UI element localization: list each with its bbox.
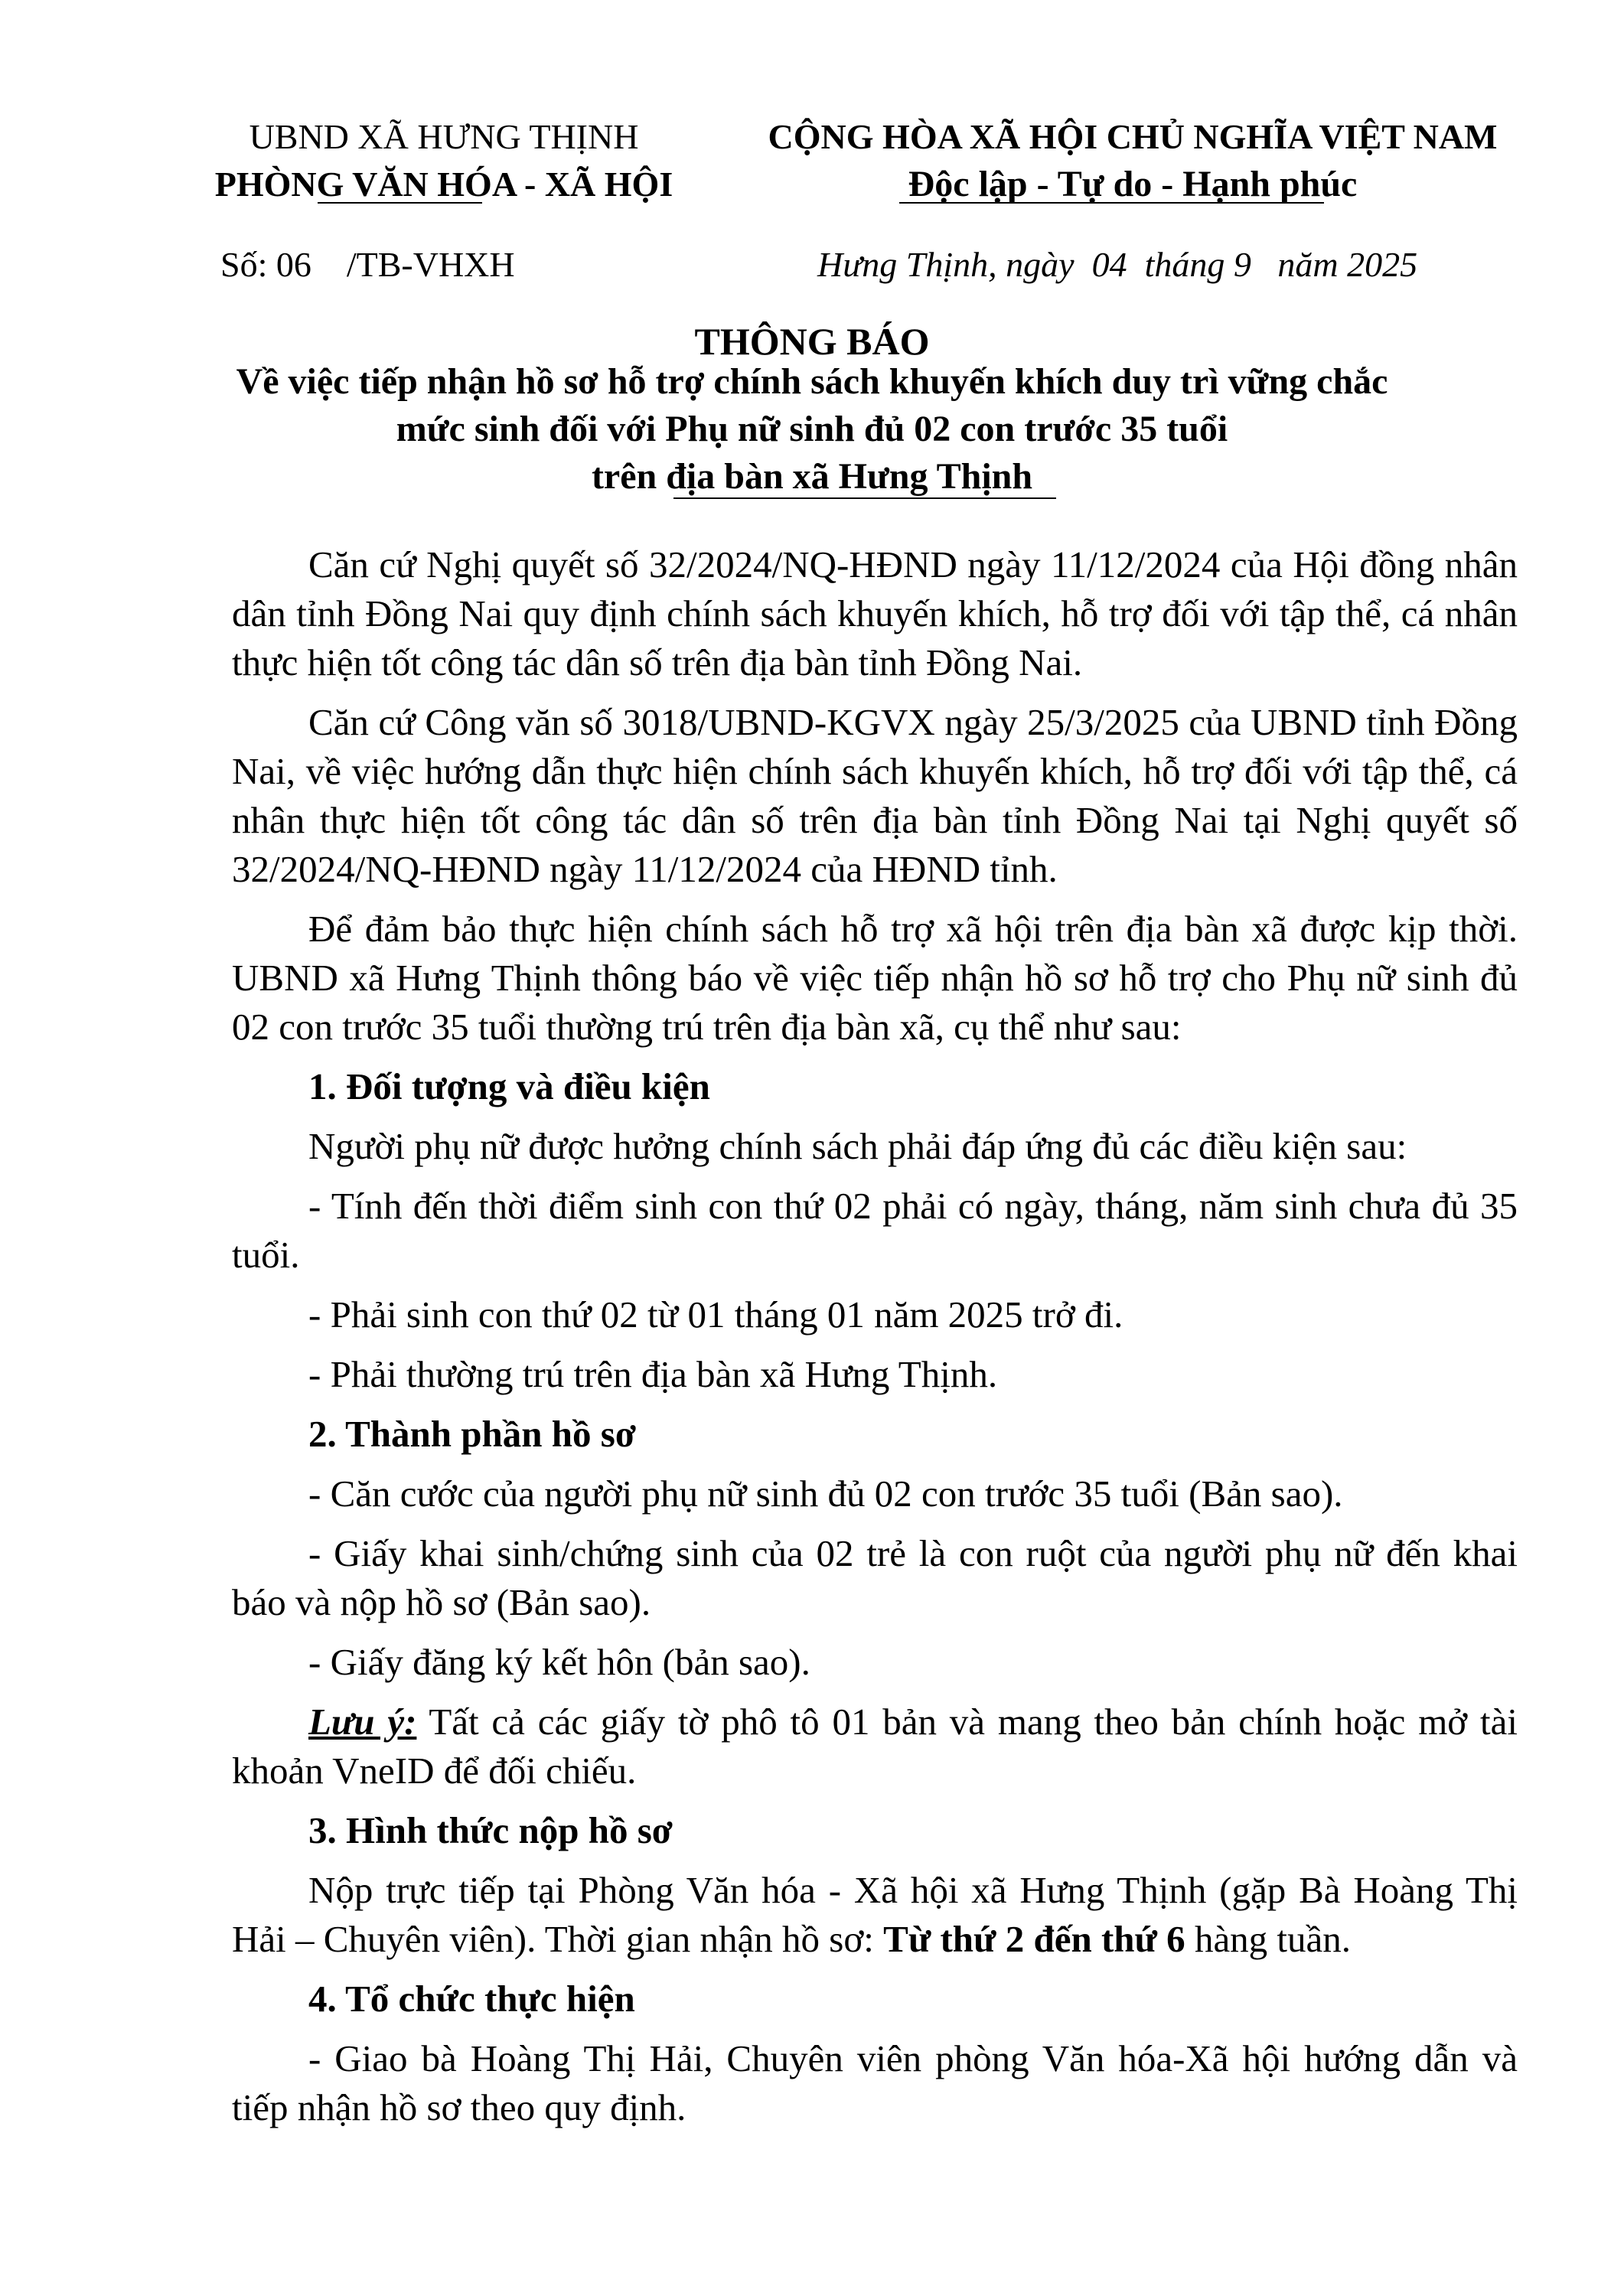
paragraph-legal-basis-2: Căn cứ Công văn số 3018/UBND-KGVX ngày 25/3/2025 của UBND tỉnh Đồng Nai, về việc hướng dẫn thực hiện chính sách khuyến khích, hỗ trợ đối với tập thể, cá nhân thực hiện tốt công tác dân số trên địa bàn tỉnh Đồng Nai tại Nghị quyết số 32/2024/NQ-HĐND ngày 11/12/2024 của HĐND tỉnh. [232, 701, 1518, 890]
note-paragraph [232, 1698, 1518, 1795]
doc-subject-line2: mức sinh đối với Phụ nữ sinh đủ 02 con trước 35 tuổi [396, 409, 1228, 449]
section-2-item: - Giấy khai sinh/chứng sinh của 02 trẻ là con ruột của người phụ nữ đến khai báo và nộp hồ sơ (Bản sao). [232, 1532, 1518, 1623]
section-1-item: - Phải sinh con thứ 02 từ 01 tháng 01 năm 2025 trở đi. [308, 1293, 1123, 1336]
note-text: Tất cả các giấy tờ phô tô 01 bản và mang theo bản chính hoặc mở tài khoản VneID để đối chiếu. [232, 1701, 1518, 1792]
nation-line1: CỘNG HÒA XÃ HỘI CHỦ NGHĨA VIỆT NAM [768, 117, 1498, 156]
motto-underline [899, 202, 1324, 204]
agency-underline [318, 202, 482, 204]
section-2-item: - Căn cước của người phụ nữ sinh đủ 02 con trước 35 tuổi (Bản sao). [308, 1473, 1343, 1515]
section-3-heading: 3. Hình thức nộp hồ sơ [308, 1809, 673, 1851]
section-4-item: - Giao bà Hoàng Thị Hải, Chuyên viên phòng Văn hóa-Xã hội hướng dẫn và tiếp nhận hồ sơ theo quy định. [232, 2037, 1518, 2128]
issuing-agency [184, 113, 704, 208]
section-2-item: - Giấy đăng ký kết hôn (bản sao). [308, 1641, 810, 1683]
document-body [232, 540, 1518, 2143]
section-4-heading: 4. Tổ chức thực hiện [308, 1978, 635, 2020]
doc-title: THÔNG BÁO [694, 320, 930, 363]
document-number: Số: 06 /TB-VHXH [220, 245, 515, 284]
section-1-heading: 1. Đối tượng và điều kiện [308, 1065, 710, 1107]
section-3-text-main: Nộp trực tiếp tại Phòng Văn hóa - Xã hội xã Hưng Thịnh (gặp Bà Hoàng Thị Hải – Chuyên viên). Thời gian nhận hồ sơ: [232, 1869, 1518, 1960]
note-label: Lưu ý: [308, 1701, 417, 1743]
section-3-text [232, 1866, 1518, 1964]
section-3-schedule: Từ thứ 2 đến thứ 6 [883, 1918, 1185, 1960]
paragraph-legal-basis-1: Căn cứ Nghị quyết số 32/2024/NQ-HĐND ngày 11/12/2024 của Hội đồng nhân dân tỉnh Đồng Nai quy định chính sách khuyến khích, hỗ trợ đối với tập thể, cá nhân thực hiện tốt công tác dân số trên địa bàn tỉnh Đồng Nai. [232, 543, 1518, 683]
title-underline [673, 497, 1056, 499]
section-1-item: - Tính đến thời điểm sinh con thứ 02 phải có ngày, tháng, năm sinh chưa đủ 35 tuổi. [232, 1185, 1518, 1276]
nation-motto: Độc lập - Tự do - Hạnh phúc [908, 164, 1358, 204]
section-3-text-tail: hàng tuần. [1185, 1918, 1352, 1960]
paragraph-purpose: Để đảm bảo thực hiện chính sách hỗ trợ xã hội trên địa bàn xã được kịp thời. UBND xã Hưng Thịnh thông báo về việc tiếp nhận hồ sơ hỗ trợ cho Phụ nữ sinh đủ 02 con trước 35 tuổi thường trú trên địa bàn xã, cụ thể như sau: [232, 908, 1518, 1048]
document-date: Hưng Thịnh, ngày 04 tháng 9 năm 2025 [817, 245, 1418, 284]
national-header [735, 113, 1531, 208]
agency-line1: UBND XÃ HƯNG THỊNH [249, 117, 639, 156]
doc-subject-line3: trên địa bàn xã Hưng Thịnh [591, 456, 1033, 497]
section-1-item: - Phải thường trú trên địa bàn xã Hưng Thịnh. [308, 1353, 998, 1395]
section-2-heading: 2. Thành phần hồ sơ [308, 1413, 637, 1455]
section-1-intro: Người phụ nữ được hưởng chính sách phải đáp ứng đủ các điều kiện sau: [308, 1125, 1407, 1167]
agency-line2: PHÒNG VĂN HÓA - XÃ HỘI [214, 165, 673, 204]
doc-subject-line1: Về việc tiếp nhận hồ sơ hỗ trợ chính sách khuyến khích duy trì vững chắc [236, 361, 1388, 402]
